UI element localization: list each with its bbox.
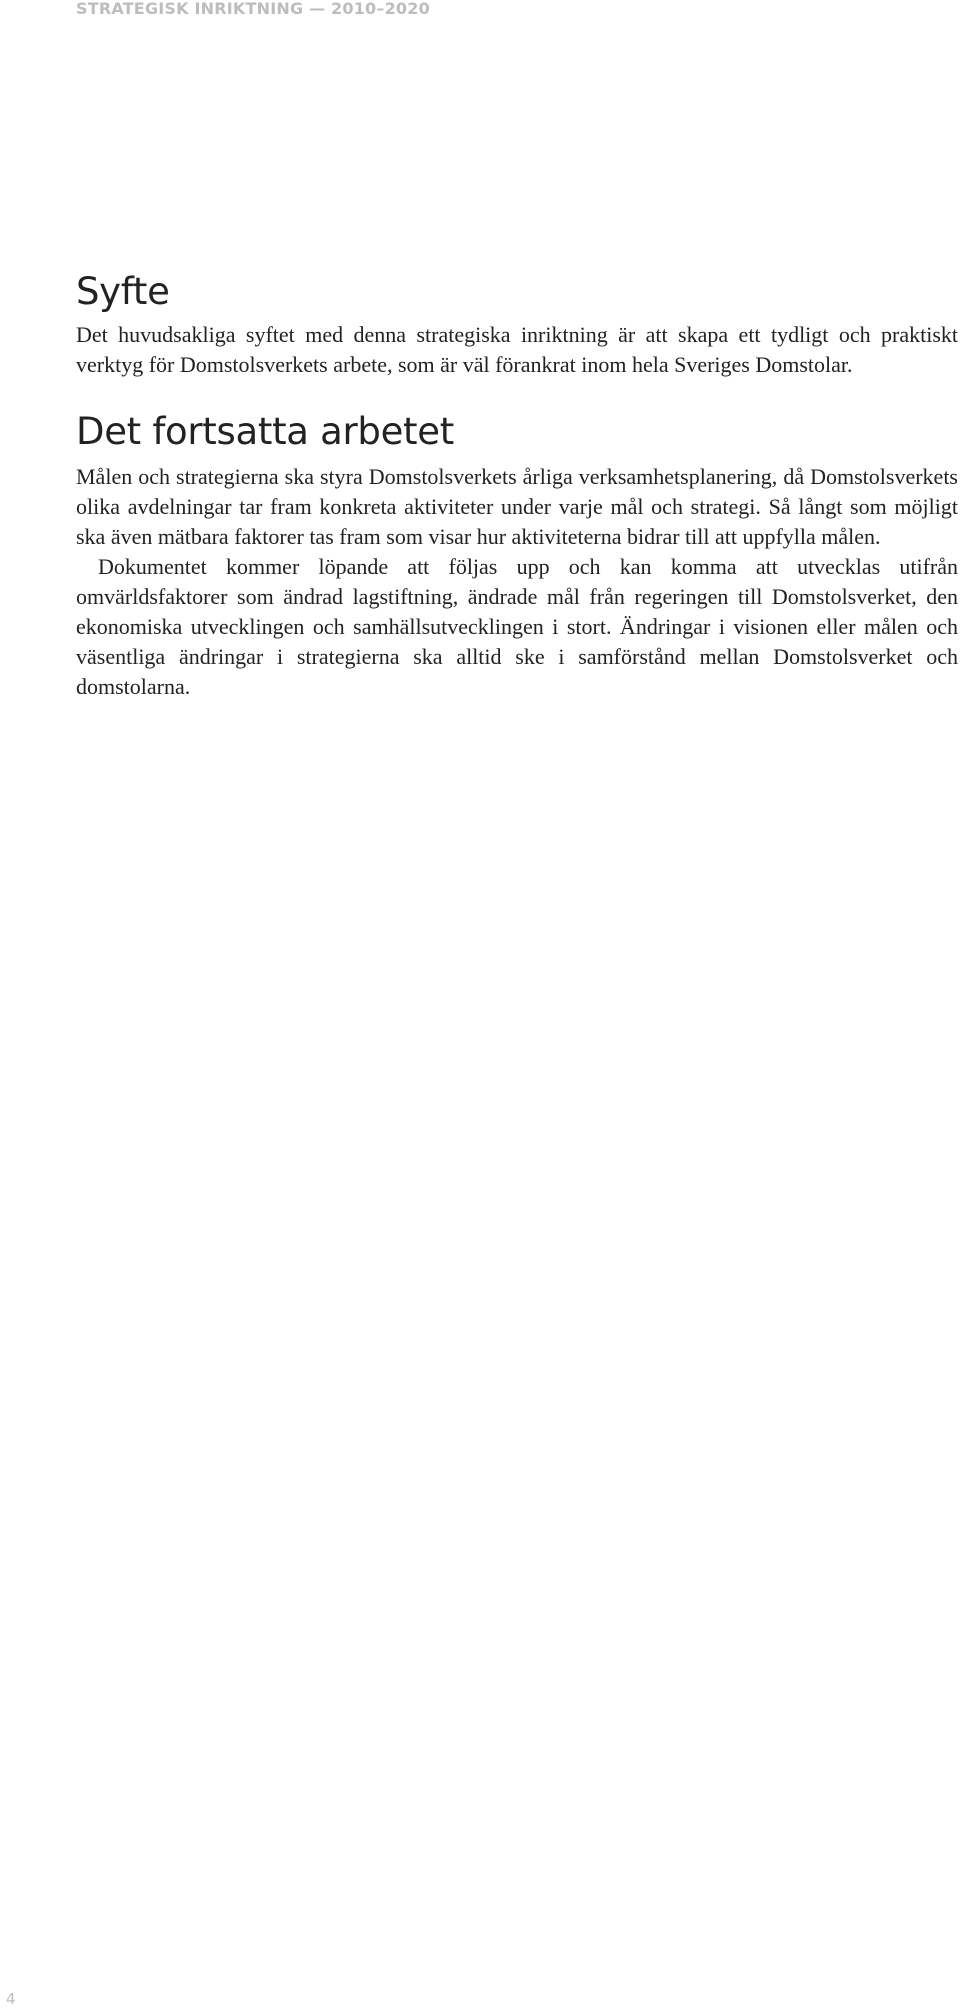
- document-body: [76, 270, 958, 702]
- running-header: STRATEGISK INRIKTNING — 2010–2020: [76, 0, 430, 18]
- section-heading-syfte: Syfte: [76, 270, 170, 313]
- paragraph-malen-och-strategierna: Målen och strategierna ska styra Domstolsverkets årliga verksamhetsplanering, då Domstolsverkets olika avdelningar tar fram konkreta aktiviteter under varje mål och strategi. Så långt som möjligt ska även mätbara faktorer tas fram som visar hur aktiviteterna bidrar till att uppfylla målen.: [76, 464, 958, 549]
- section-syfte: [76, 270, 958, 380]
- section-det-fortsatta-arbetet: [76, 410, 958, 702]
- paragraph-syfte: Det huvudsakliga syftet med denna strategiska inriktning är att skapa ett tydligt och praktiskt verktyg för Domstolsverkets arbete, som är väl förankrat inom hela Sveriges Domstolar.: [76, 322, 958, 377]
- section-heading-det-fortsatta-arbetet: Det fortsatta arbetet: [76, 410, 454, 453]
- paragraph-dokumentet: Dokumentet kommer löpande att följas upp och kan komma att utvecklas utifrån omvärldsfaktorer som ändrad lagstiftning, ändrade mål från regeringen till Domstolsverket, den ekonomiska utvecklingen och samhällsutvecklingen i stort. Ändringar i visionen eller målen och väsentliga ändringar i strategierna ska alltid ske i samförstånd mellan Domstolsverket och domstolarna.: [76, 554, 958, 699]
- page-number: 4: [6, 1990, 16, 2008]
